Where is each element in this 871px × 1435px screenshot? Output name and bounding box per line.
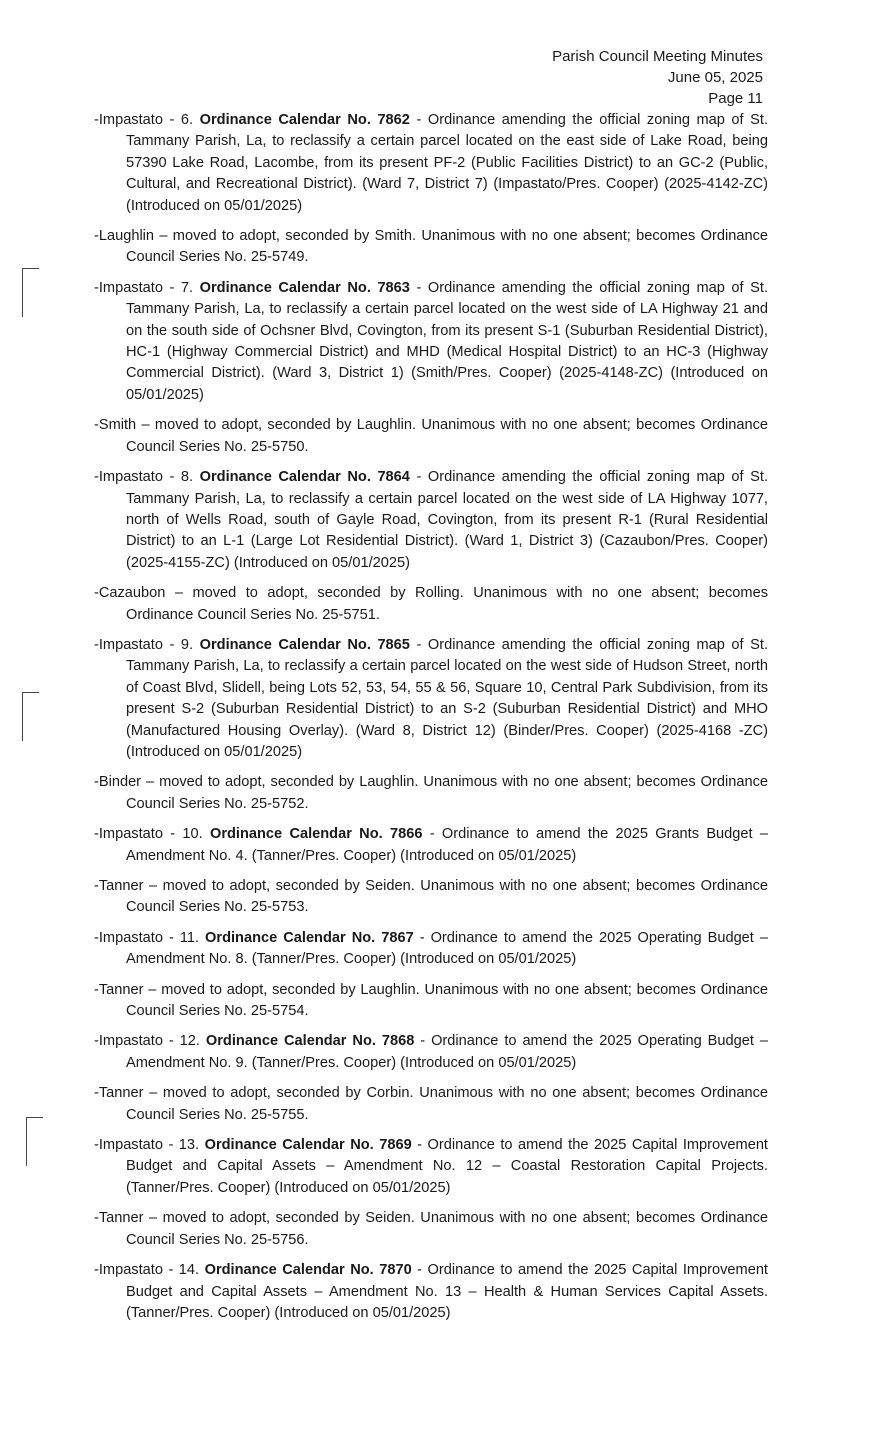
motion-record: -Binder – moved to adopt, seconded by Laughlin. Unanimous with no one absent; becomes Ordinance Council Series No. 25-5752. bbox=[94, 774, 768, 812]
motion-record: -Tanner – moved to adopt, seconded by Seiden. Unanimous with no one absent; becomes Ordinance Council Series No. 25-5753. bbox=[94, 878, 768, 916]
agenda-item: -Impastato - 11. Ordinance Calendar No. 7867 - Ordinance to amend the 2025 Operating Budget – Amendment No. 8. (Tanner/Pres. Cooper) (Introduced on 05/01/2025) bbox=[94, 929, 768, 968]
agenda-item: -Impastato - 7. Ordinance Calendar No. 7863 - Ordinance amending the official zoning map of St. Tammany Parish, La, to reclassify a certain parcel located on the west side of LA Highway 21 and on the south side of Ochsner Blvd, Covington, from its present S-1 (Suburban Residential District), HC-1 (Highway Commercial District) and MHD (Medical Hospital District) to an HC-3 (Highway Commercial District). (Ward 3, District 1) (Smith/Pres. Cooper) (2025-4148-ZC) (Introduced on 05/01/2025) bbox=[94, 279, 768, 403]
agenda-item: -Impastato - 12. Ordinance Calendar No. 7868 - Ordinance to amend the 2025 Operating Budget – Amendment No. 9. (Tanner/Pres. Cooper) (Introduced on 05/01/2025) bbox=[94, 1033, 768, 1071]
minutes-body bbox=[94, 110, 768, 1333]
document-date: June 05, 2025 bbox=[667, 69, 763, 86]
page-header bbox=[552, 46, 763, 109]
document-title: Parish Council Meeting Minutes bbox=[552, 48, 763, 65]
agenda-item: -Impastato - 8. Ordinance Calendar No. 7864 - Ordinance amending the official zoning map of St. Tammany Parish, La, to reclassify a certain parcel located on the west side of LA Highway 1077, north of Wells Road, south of Gayle Road, Covington, from its present R-1 (Rural Residential District) to an L-1 (Large Lot Residential District). (Ward 1, District 3) (Cazaubon/Pres. Cooper) (2025-4155-ZC) (Introduced on 05/01/2025) bbox=[94, 469, 768, 571]
motion-record: -Laughlin – moved to adopt, seconded by Smith. Unanimous with no one absent; becomes Ordinance Council Series No. 25-5749. bbox=[94, 228, 768, 266]
agenda-item: -Impastato - 6. Ordinance Calendar No. 7862 - Ordinance amending the official zoning map of St. Tammany Parish, La, to reclassify a certain parcel located on the east side of Lake Road, being 57390 Lake Road, Lacombe, from its present PF-2 (Public Facilities District) to an GC-2 (Public, Cultural, and Recreational District). (Ward 7, District 7) (Impastato/Pres. Cooper) (2025-4142-ZC) (Introduced on 05/01/2025) bbox=[94, 112, 768, 214]
binder-mark bbox=[26, 1117, 43, 1166]
binder-mark bbox=[22, 268, 39, 317]
agenda-item: -Impastato - 10. Ordinance Calendar No. 7866 - Ordinance to amend the 2025 Grants Budget – Amendment No. 4. (Tanner/Pres. Cooper) (Introduced on 05/01/2025) bbox=[94, 826, 768, 864]
page-number: Page 11 bbox=[708, 90, 763, 107]
motion-record: -Tanner – moved to adopt, seconded by Laughlin. Unanimous with no one absent; becomes Ordinance Council Series No. 25-5754. bbox=[94, 981, 768, 1020]
motion-record: -Smith – moved to adopt, seconded by Laughlin. Unanimous with no one absent; becomes Ordinance Council Series No. 25-5750. bbox=[94, 417, 768, 455]
agenda-item: -Impastato - 9. Ordinance Calendar No. 7865 - Ordinance amending the official zoning map of St. Tammany Parish, La, to reclassify a certain parcel located on the west side of Hudson Street, north of Coast Blvd, Slidell, being Lots 52, 53, 54, 55 & 56, Square 10, Central Park Subdivision, from its present S-2 (Suburban Residential District) to an S-2 (Suburban Residential District) and MHO (Manufactured Housing Overlay). (Ward 8, District 12) (Binder/Pres. Cooper) (2025-4168 -ZC) (Introduced on 05/01/2025) bbox=[94, 636, 768, 760]
motion-record: -Tanner – moved to adopt, seconded by Seiden. Unanimous with no one absent; becomes Ordinance Council Series No. 25-5756. bbox=[94, 1210, 768, 1248]
agenda-item: -Impastato - 14. Ordinance Calendar No. 7870 - Ordinance to amend the 2025 Capital Improvement Budget and Capital Assets – Amendment No. 13 – Health & Human Services Capital Assets. (Tanner/Pres. Cooper) (Introduced on 05/01/2025) bbox=[94, 1262, 768, 1321]
motion-record: -Cazaubon – moved to adopt, seconded by Rolling. Unanimous with no one absent; becomes Ordinance Council Series No. 25-5751. bbox=[94, 585, 768, 623]
agenda-item: -Impastato - 13. Ordinance Calendar No. 7869 - Ordinance to amend the 2025 Capital Improvement Budget and Capital Assets – Amendment No. 12 – Coastal Restoration Capital Projects. (Tanner/Pres. Cooper) (Introduced on 05/01/2025) bbox=[94, 1137, 768, 1196]
binder-mark bbox=[22, 692, 39, 741]
motion-record: -Tanner – moved to adopt, seconded by Corbin. Unanimous with no one absent; becomes Ordinance Council Series No. 25-5755. bbox=[94, 1085, 768, 1123]
